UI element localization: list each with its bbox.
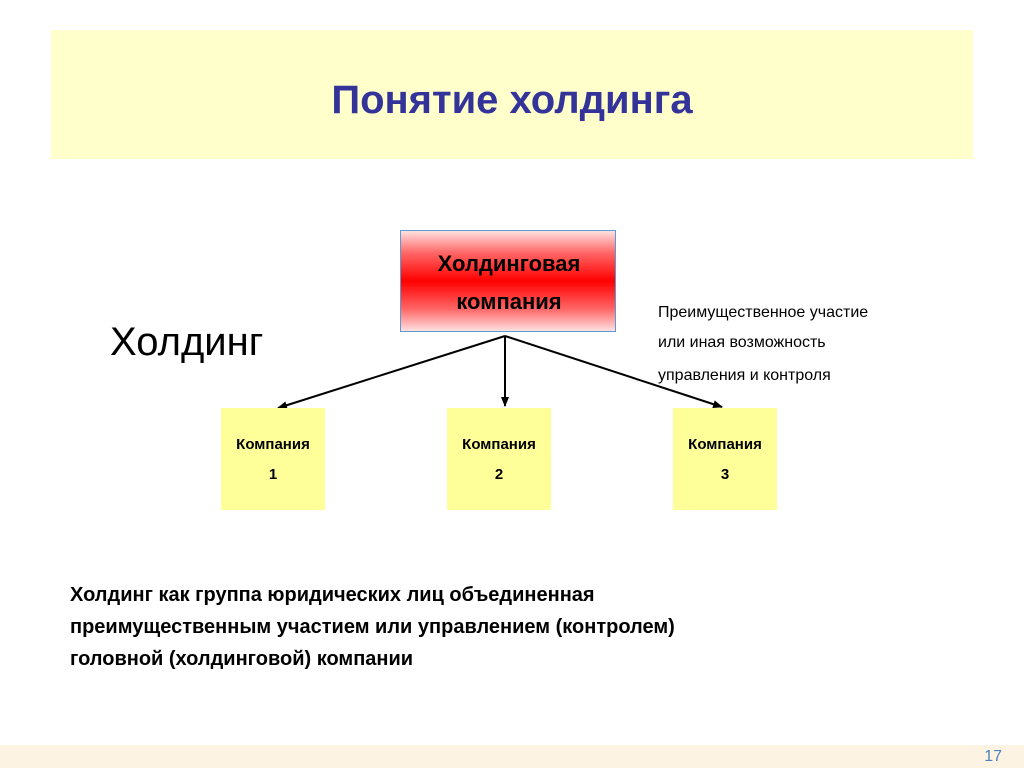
holding-company-label-line1: Холдинговая (437, 251, 581, 276)
company-box-3 (673, 408, 777, 510)
company-number: 1 (268, 466, 278, 483)
note-line-1: Преимущественное участие (658, 304, 869, 321)
holding-company-label-line2: компания (456, 289, 562, 314)
definition-line-1: Холдинг как группа юридических лиц объединенная (70, 584, 595, 606)
holding-label: Холдинг (110, 320, 264, 364)
definition-line-2: преимущественным участием или управлением (контролем) (70, 616, 675, 638)
company-box-2 (447, 408, 551, 510)
note-line-3: управления и контроля (658, 367, 831, 384)
company-name: Компания (236, 436, 310, 453)
company-box-1 (221, 408, 325, 510)
definition-line-3: головной (холдинговой) компании (70, 648, 414, 670)
company-number: 3 (720, 466, 730, 483)
holding-company-box (400, 230, 616, 332)
note-line-2: или иная возможность (658, 334, 826, 351)
page-number: 17 (984, 748, 1002, 765)
slide-title: Понятие холдинга (331, 78, 693, 122)
company-number: 2 (494, 466, 504, 483)
company-name: Компания (688, 436, 762, 453)
arrow-to-company-1 (278, 336, 505, 408)
footer-bar (0, 745, 1024, 768)
company-name: Компания (462, 436, 536, 453)
